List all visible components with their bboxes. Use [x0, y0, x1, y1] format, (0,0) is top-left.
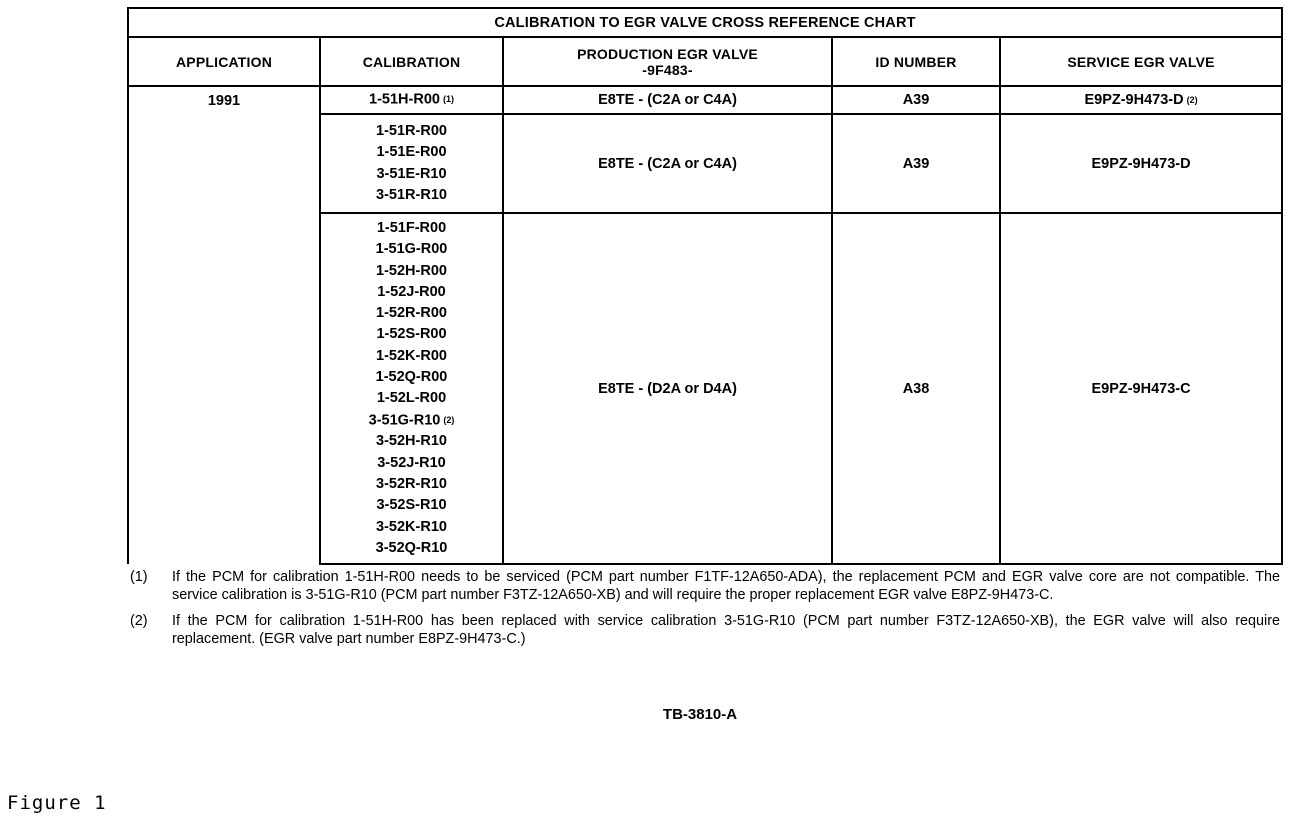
calibration-cell: [320, 86, 503, 114]
calibration-code: 3-52S-R10: [376, 497, 447, 514]
calibration-code: 1-51E-R00: [376, 144, 447, 161]
table-header-row: [128, 37, 1282, 86]
calibration-code: 1-52K-R00: [376, 347, 447, 364]
header-production-egr-valve-line2: -9F483-: [642, 61, 693, 78]
technical-bulletin-code: TB-3810-A: [662, 706, 738, 723]
footnote-text: If the PCM for calibration 1-51H-R00 needs to be serviced (PCM part number F1TF-12A650-ADA), the replacement PCM and EGR valve core are not compatible. The service calibration is 3-51G-R10 (PCM part number F3TZ-12A650-XB) and will require the proper replacement EGR valve E8PZ-9H473-C.: [172, 569, 1280, 603]
service-egr-valve-cell: [1000, 86, 1282, 114]
calibration-code: 3-51R-R10: [376, 186, 447, 203]
calibration-code: 3-52J-R10: [377, 454, 446, 471]
service-egr-valve-cell: E9PZ-9H473-C: [1000, 213, 1282, 564]
footnote-marker: (2): [1186, 95, 1198, 106]
calibration-code-with-note: [321, 410, 502, 432]
calibration-code: 1-51H-R00: [369, 91, 440, 108]
table-title-row: [128, 8, 1282, 37]
calibration-code: 1-52H-R00: [376, 262, 447, 279]
footnote-marker: (1): [442, 94, 454, 105]
calibration-code: 1-52R-R00: [376, 305, 447, 322]
footnote: [130, 612, 1280, 648]
id-number-cell: A39: [832, 86, 1000, 114]
calibration-code: 3-52H-R10: [376, 433, 447, 450]
calibration-code: 1-51F-R00: [376, 220, 447, 236]
header-production-egr-valve: [503, 37, 832, 86]
table-title: CALIBRATION TO EGR VALVE CROSS REFERENCE CHART: [128, 8, 1282, 37]
footnote: [130, 568, 1280, 604]
calibration-code: 1-52S-R00: [376, 326, 447, 343]
header-calibration: CALIBRATION: [320, 37, 503, 86]
footnote-number: (1): [130, 569, 148, 585]
header-application: APPLICATION: [128, 37, 320, 86]
service-egr-valve-code: E9PZ-9H473-D: [1084, 92, 1184, 108]
calibration-code: 1-52Q-R00: [375, 369, 448, 386]
calibration-code: 1-51R-R00: [376, 122, 447, 139]
egr-cross-reference-table: [127, 7, 1283, 565]
footnote-marker: (2): [443, 414, 455, 425]
header-id-number: ID NUMBER: [832, 37, 1000, 86]
calibration-cell: [320, 114, 503, 213]
footnote-number: (2): [130, 613, 148, 629]
footnote-text: If the PCM for calibration 1-51H-R00 has been replaced with service calibration 3-51G-R10 (PCM part number F3TZ-12A650-XB), the EGR valve will also require replacement. (EGR valve part number E8PZ-9H473-C.): [172, 613, 1280, 647]
id-number-cell: A39: [832, 114, 1000, 213]
id-number-cell: A38: [832, 213, 1000, 564]
header-service-egr-valve: SERVICE EGR VALVE: [1000, 37, 1282, 86]
production-egr-valve-cell: E8TE - (D2A or D4A): [503, 213, 832, 564]
service-egr-valve-cell: E9PZ-9H473-D: [1000, 114, 1282, 213]
calibration-code: 1-51G-R00: [375, 241, 448, 258]
calibration-code: 1-52L-R00: [376, 390, 447, 407]
production-egr-valve-cell: E8TE - (C2A or C4A): [503, 86, 832, 114]
footnotes: [130, 568, 1280, 656]
calibration-code: 1-52J-R00: [377, 283, 446, 300]
table-row: [128, 86, 1282, 114]
calibration-code: 3-51G-R10: [368, 412, 441, 429]
application-year: 1991: [128, 86, 320, 564]
production-egr-valve-cell: E8TE - (C2A or C4A): [503, 114, 832, 213]
calibration-code: 3-52K-R10: [376, 518, 447, 535]
figure-caption: Figure 1: [7, 792, 107, 814]
calibration-cell: [320, 213, 503, 564]
calibration-code: 3-52R-R10: [376, 476, 447, 493]
calibration-code: 3-51E-R10: [376, 165, 447, 182]
calibration-code: 3-52Q-R10: [375, 539, 448, 556]
header-production-egr-valve-line1: PRODUCTION EGR VALVE: [577, 45, 758, 62]
